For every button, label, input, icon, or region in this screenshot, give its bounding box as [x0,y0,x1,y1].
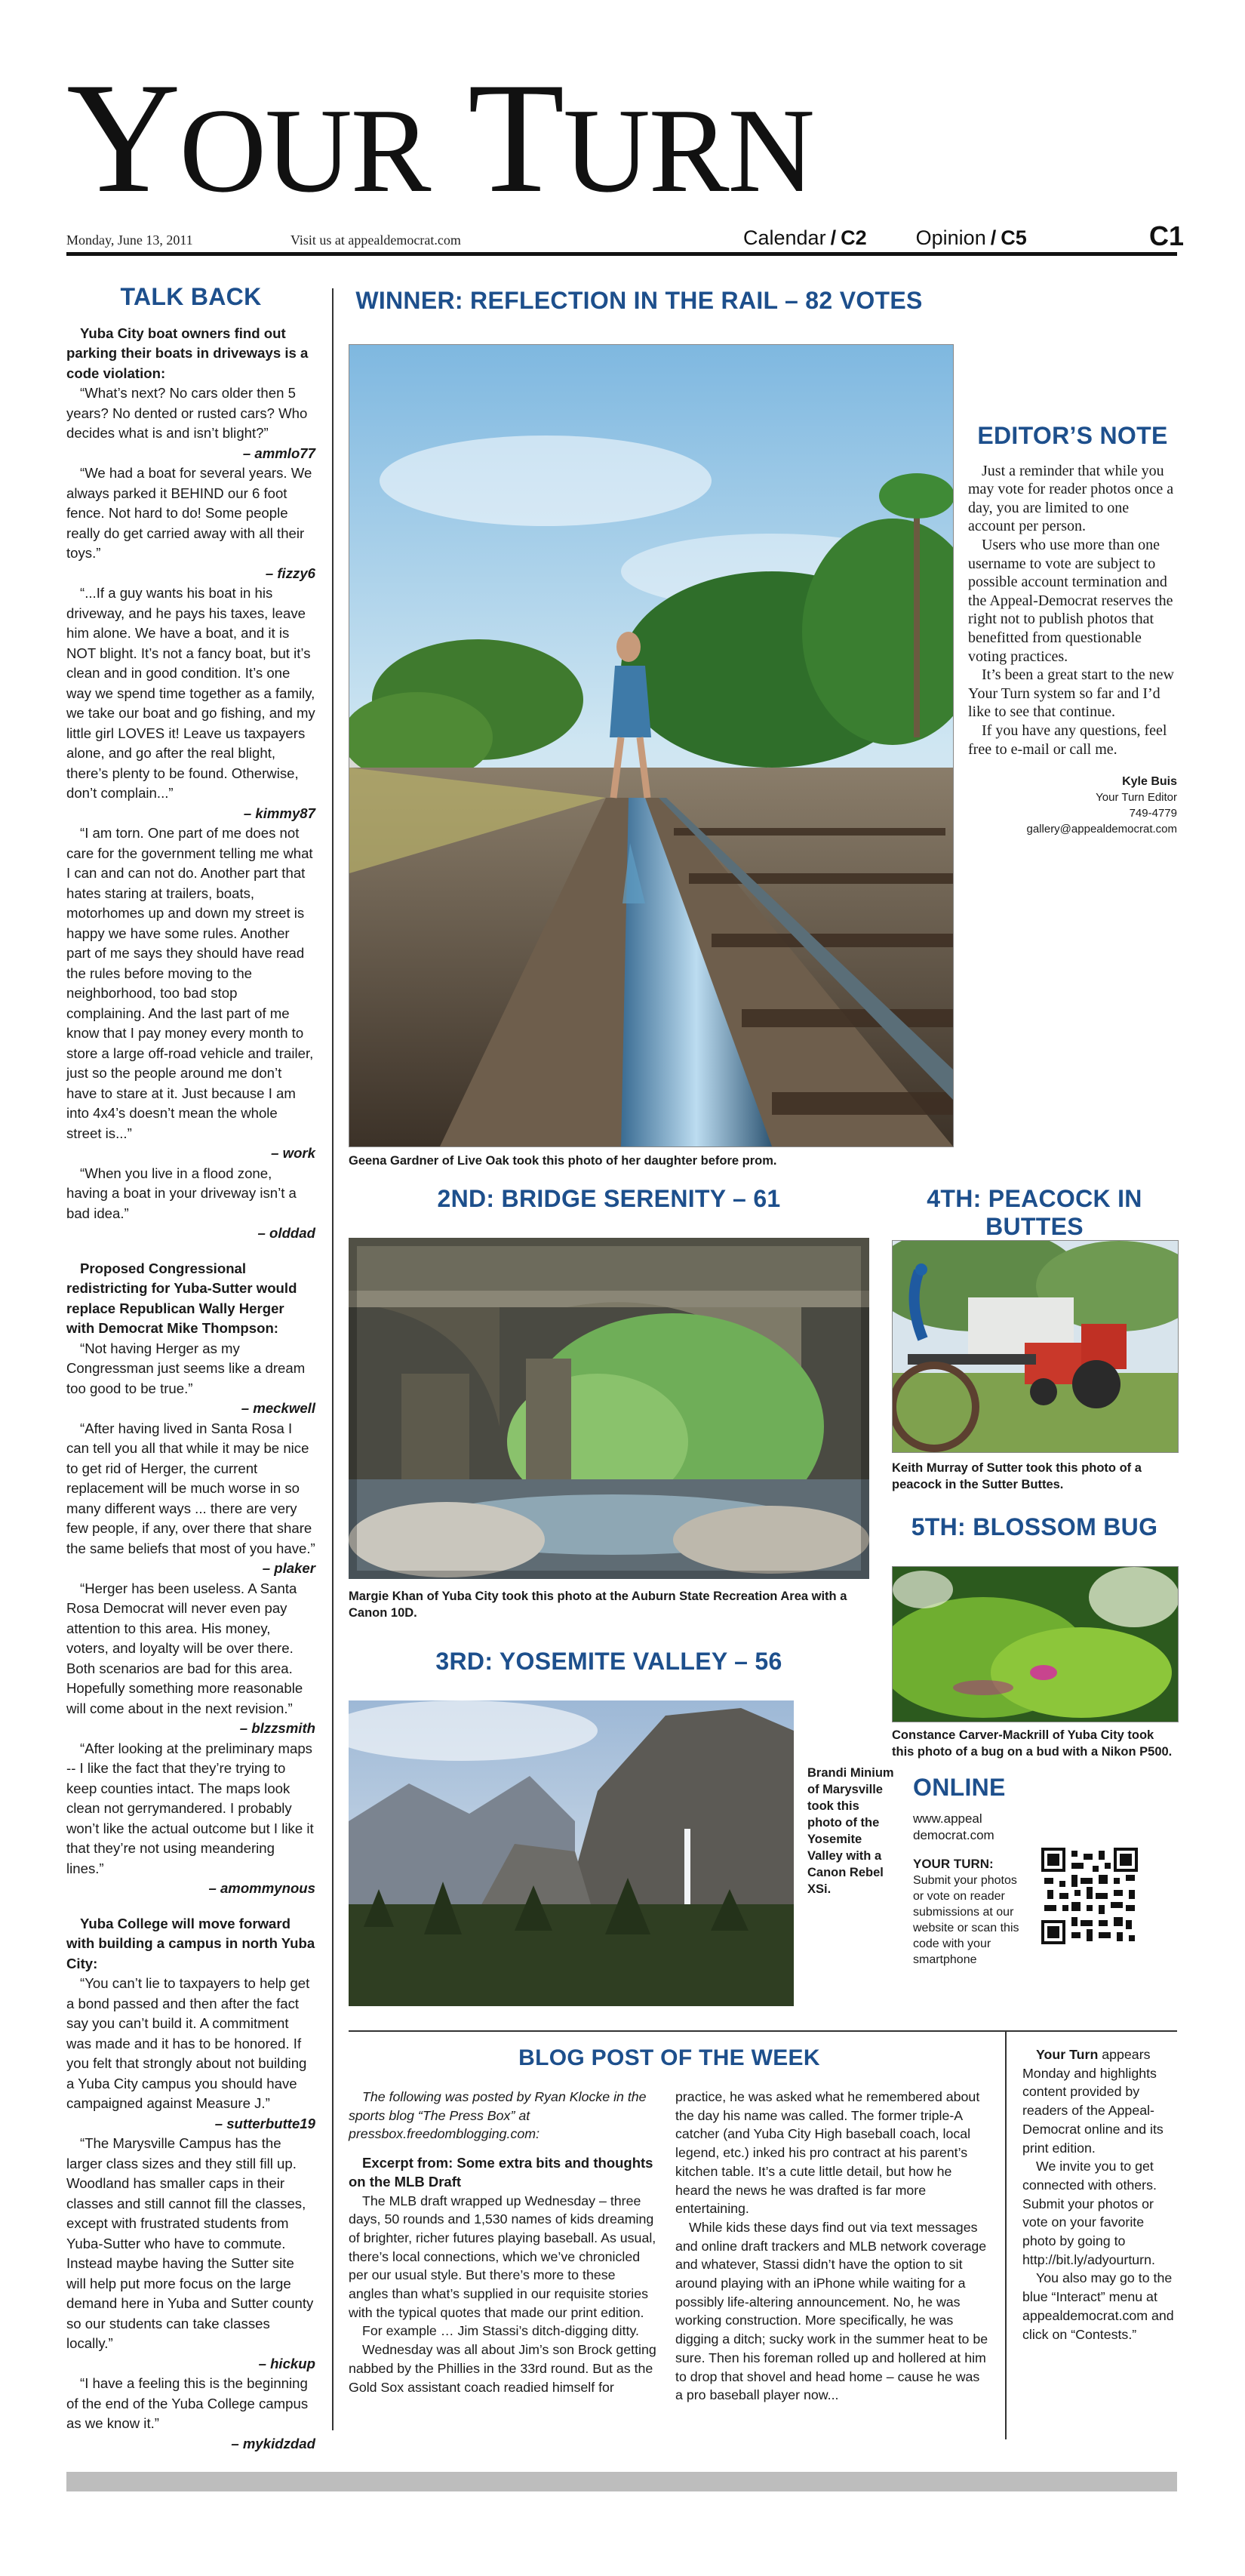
opinion-link[interactable]: Opinion / C5 [915,226,1027,249]
talk-back-column [66,283,315,2469]
winner-photo [349,344,954,1147]
talk-back-author: – sutterbutte19 [214,2115,315,2131]
blog-intro: The following was posted by Ryan Klocke in the sports blog “The Press Box” at pressbox.freedomblogging.com: [349,2089,647,2142]
header-rule [66,252,1177,256]
third-caption: Brandi Minium of Marysville took this photo of the Yosemite Valley with a Canon Rebel XSi. [807,1766,894,1896]
talk-back-author: – ammlo77 [242,445,315,461]
talk-back-question: Proposed Congressional redistricting for Yuba-Sutter would replace Republican Wally Herger with Democrat Mike Thompson: [66,1260,297,1336]
blog-paragraph: For example … Jim Stassi’s ditch-digging ditty. [362,2323,639,2339]
masthead-letter: T [467,51,564,226]
talk-back-author: – hickup [258,2355,315,2371]
editor-name: Kyle Buis [1122,775,1177,789]
talk-back-comment: “Not having Herger as my Congressman just seems like a dream too good to be true.” [66,1340,306,1396]
column-divider [332,288,334,2430]
talk-back-comment: “The Marysville Campus has the larger class sizes and they still fill up. Woodland has smaller caps in their classes and still cannot fill the classes, except with frustrated students from Yuba-Sutter who have to commute. Instead maybe having the Sutter site will help put more focus on the large demand here in Yuba and Sutter county so our students can take classes locally.” [66,2135,314,2351]
blog-divider [349,2030,1177,2032]
masthead-letter: Y [66,51,180,226]
talk-back-author: – fizzy6 [265,565,315,581]
talk-back-comment: “After looking at the preliminary maps -- I like the fact that they’re trying to keep counties intact. The maps look clean not gerrymandered. I probably won’t like the actual outcome but I like it that they’re not using meandering lines.” [66,1740,314,1876]
talk-back-comment: “When you live in a flood zone, having a boat in your driveway isn’t a bad idea.” [66,1165,297,1221]
masthead-word: OUR [179,83,430,217]
editors-note-title: EDITOR’S NOTE [977,422,1168,449]
footer-bar [66,2472,1177,2491]
blog-paragraph: Wednesday was all about Jim’s son Brock getting nabbed by the Phillies in the 33rd round. But as the Gold Sox assistant coach readied himself for [349,2342,656,2395]
editor-signature [968,774,1177,837]
talk-back-comment: “We had a boat for several years. We always parked it BEHIND our 6 foot fence. Not hard to do! Some people really do get carried away with all their toys.” [66,465,312,561]
talk-back-comment: “Herger has been useless. A Santa Rosa Democrat will never even pay attention to this area. His money, voters, and loyalty will be over there. Both scenarios are bad for this area. Hopefully something more reasonable will come about in the next revision.” [66,1580,303,1716]
talk-back-author: – work [271,1145,315,1161]
second-photo [349,1238,869,1579]
talk-back-author: – amommynous [208,1880,315,1896]
talk-back-topic [66,1259,315,1899]
sidebar-divider [1005,2032,1007,2439]
section-links [743,226,1027,250]
fifth-photo [892,1566,1179,1722]
date-line: Monday, June 13, 2011 [66,232,193,248]
talk-back-title: TALK BACK [120,283,262,310]
talk-back-comment: “What’s next? No cars older then 5 years? No dented or rusted cars? Who decides what is and isn’t blight?” [66,385,308,441]
talk-back-comment: “After having lived in Santa Rosa I can tell you all that while it may be nice to get rid of Herger, the current replacement will be much worse in so many different ways ... there are very few people, if any, over there that share the same beliefs that most of you have.” [66,1420,315,1556]
website-link[interactable]: Visit us at appealdemocrat.com [290,232,461,248]
online-url[interactable]: www.appeal democrat.com [913,1811,994,1842]
your-turn-text: Submit your photos or vote on reader submissions at our website or scan this code with your smartphone [913,1874,1019,1966]
talk-back-author: – plaker [262,1560,315,1576]
blog-column-1 [349,2088,658,2396]
talk-back-topic [66,1914,315,2454]
talk-back-topic [66,324,315,1244]
page-number: C1 [1149,220,1185,251]
winner-title: WINNER: REFLECTION IN THE RAIL – 82 VOTES [355,287,923,314]
qr-code-icon[interactable] [1041,1848,1138,1944]
sidebar-text: appears Monday and highlights content provided by readers of the Appeal-Democrat online and its print edition. [1022,2047,1164,2156]
second-title: 2ND: BRIDGE SERENITY – 61 [437,1185,781,1212]
third-photo [349,1700,794,2006]
editor-email[interactable]: gallery@appealdemocrat.com [1026,823,1177,836]
fourth-photo [892,1240,1179,1453]
blog-paragraph: While kids these days find out via text messages and online draft trackers and MLB network coverage and whatever, Stassi didn’t have the option to sit around playing with an iPhone while waiting for a possibly life-altering announcement. No, he was working construction. More specifically, he was digging a ditch; sucky work in the summer heat to be sure. Then his foreman rolled up and hollered at him to drop that shovel and head home – cause he was a pro baseball player now... [675,2219,988,2403]
third-title: 3RD: YOSEMITE VALLEY – 56 [435,1648,782,1675]
talk-back-comment: “You can’t lie to taxpayers to help get a bond passed and then after the fact say you can’t build it. A commitment was made and it has to be honored. If you felt that strongly about not building a Yuba City campus you should have campaigned against Measure J.” [66,1975,310,2111]
fourth-caption: Keith Murray of Sutter took this photo of a peacock in the Sutter Buttes. [892,1461,1142,1491]
blog-paragraph: The MLB draft wrapped up Wednesday – three days, 50 rounds and 1,530 names of kids dreaming of brighter, richer futures playing baseball. As usual, there’s local connections, which we’ve chronicled per our usual style. But there’s more to these angles than what’s supplied in our requisite stories with the typical quotes that made our print edition. [349,2193,656,2320]
talk-back-author: – blzzsmith [239,1720,315,1736]
editors-note [968,422,1177,837]
blog-excerpt-head: Excerpt from: Some extra bits and thoughts on the MLB Draft [349,2155,653,2190]
calendar-link[interactable]: Calendar / C2 [743,226,867,249]
editors-note-paragraph: If you have any questions, feel free to e-mail or call me. [968,722,1167,758]
fifth-caption: Constance Carver-Mackrill of Yuba City took this photo of a bug on a bud with a Nikon P500. [892,1728,1173,1759]
sidebar-text: You also may go to the blue “Interact” menu at appealdemocrat.com and click on “Contests.” [1022,2270,1174,2342]
masthead-word: URN [563,83,814,217]
fourth-title: 4TH: PEACOCK IN BUTTES [927,1185,1142,1240]
talk-back-author: – olddad [257,1225,315,1241]
fifth-title: 5TH: BLOSSOM BUG [911,1513,1158,1540]
sidebar-text: We invite you to get connected with others. Submit your photos or vote on your favorite photo by going to http://bit.ly/adyourturn. [1022,2159,1157,2267]
talk-back-comment: “I have a feeling this is the beginning of the end of the Yuba College campus as we know it.” [66,2375,309,2431]
talk-back-question: Yuba City boat owners find out parking their boats in driveways is a code violation: [66,325,309,381]
your-turn-label: YOUR TURN: [913,1857,994,1871]
editors-note-paragraph: Just a reminder that while you may vote for reader photos once a day, you are limited to one account per person. [968,462,1174,535]
talk-back-comment: “...If a guy wants his boat in his driveway, and he pays his taxes, leave him alone. We have a boat, and it is NOT blight. It’s not a fancy boat, but it’s clean and in good condition. It’s one way we spend time together as a family, we take our boat and go fishing, and my little girl LOVES it! Leave us taxpayers alone, and go after the real blight, there’s plenty to be found. Otherwise, don’t complain...” [66,585,315,801]
talk-back-comment: “I am torn. One part of me does not care for the government telling me what I can and can not do. Another part that hates staring at trailers, boats, motorhomes up and down my street is happy we have some rules. Another part of me says they should have read the rules before moving to the neighborhood, too bad stop complaining. And the last part of me know that I pay money every month to store a large off-road vehicle and trailer, just so the people around me don’t have to stare at it. Just because I am into 4x4’s doesn’t mean the whole street is...” [66,825,314,1141]
editors-note-paragraph: It’s been a great start to the new Your Turn system so far and I’d like to see that continue. [968,666,1174,721]
talk-back-author: – meckwell [241,1400,315,1416]
blog-title: BLOG POST OF THE WEEK [518,2045,820,2070]
editors-note-paragraph: Users who use more than one username to vote are subject to possible account termination and the Appeal-Democrat reserves the right not to publish photos that benefitted from questionable voting practices. [968,536,1173,665]
blog-section [349,2045,990,2071]
masthead [66,51,814,226]
talk-back-author: – mykidzdad [231,2435,315,2451]
blog-column-2 [675,2088,988,2405]
blog-paragraph: practice, he was asked what he remembered about the day his name was called. The former triple-A catcher (and Yuba City High baseball coach, local legend, etc.) inked his pro contract at his parent’s kitchen table. It’s a cute little detail, but how he heard the news he was drafted is far more entertaining. [675,2089,980,2217]
online-title: ONLINE [913,1774,1006,1801]
editor-title: Your Turn Editor [1096,791,1177,805]
talk-back-author: – kimmy87 [243,805,315,821]
editor-phone: 749-4779 [1129,807,1177,820]
talk-back-topics [66,324,315,2454]
sidebar-brand: Your Turn [1036,2047,1099,2062]
your-turn-sidebar [1022,2045,1177,2344]
second-caption: Margie Khan of Yuba City took this photo at the Auburn State Recreation Area with a Canon 10D. [349,1590,847,1620]
talk-back-question: Yuba College will move forward with building a campus in north Yuba City: [66,1915,315,1971]
winner-caption: Geena Gardner of Live Oak took this photo of her daughter before prom. [349,1154,777,1168]
